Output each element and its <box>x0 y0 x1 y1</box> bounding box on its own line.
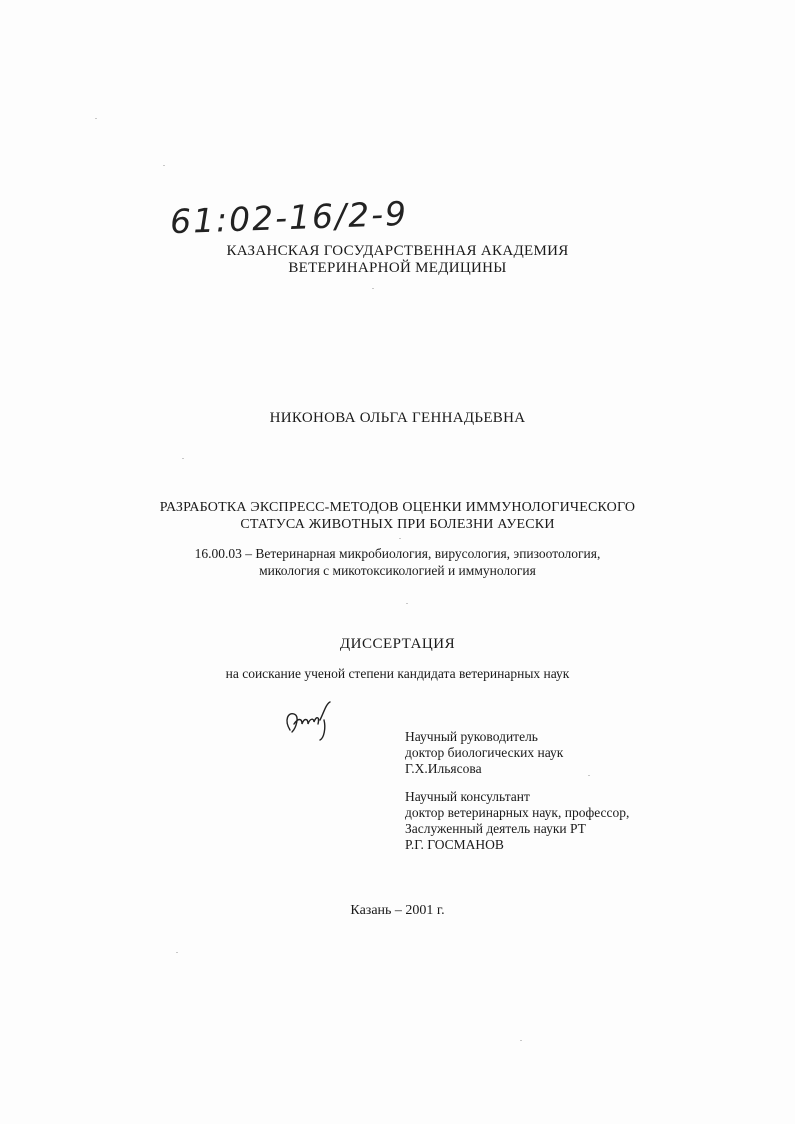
scan-speck <box>520 1040 522 1041</box>
scan-speck <box>372 288 374 289</box>
specialty-line-2: микология с микотоксикологией и иммунология <box>259 563 536 578</box>
supervisor-role: Научный руководитель <box>405 729 538 744</box>
document-type: ДИССЕРТАЦИЯ <box>339 636 456 652</box>
handwritten-signature <box>280 690 350 745</box>
institution-line-2: ВЕТЕРИНАРНОЙ МЕДИЦИНЫ <box>288 260 507 276</box>
specialty-line-1: 16.00.03 – Ветеринарная микробиология, вирусология, эпизоотология, <box>194 546 601 561</box>
consultant-block <box>405 789 629 853</box>
author-name: НИКОНОВА ОЛЬГА ГЕННАДЬЕВНА <box>269 410 526 426</box>
supervisor-block <box>405 729 563 777</box>
title-line-1: РАЗРАБОТКА ЭКСПРЕСС-МЕТОДОВ ОЦЕНКИ ИММУНОЛОГИЧЕСКОГО <box>159 500 636 515</box>
scan-speck <box>163 165 165 166</box>
consultant-name: Р.Г. ГОСМАНОВ <box>405 837 504 852</box>
scan-speck <box>95 118 97 119</box>
supervisor-rank: доктор биологических наук <box>405 745 564 760</box>
consultant-rank: доктор ветеринарных наук, профессор, <box>405 805 630 820</box>
consultant-honor: Заслуженный деятель науки РТ <box>405 821 586 836</box>
institution-line-1: КАЗАНСКАЯ ГОСУДАРСТВЕННАЯ АКАДЕМИЯ <box>226 243 569 259</box>
consultant-role: Научный консультант <box>405 789 530 804</box>
handwritten-catalog-number: 61:02-16/2-9 <box>169 193 409 242</box>
scan-speck <box>182 458 184 459</box>
scan-speck <box>399 538 401 539</box>
scan-speck <box>588 775 590 776</box>
degree-line: на соискание ученой степени кандидата ветеринарных наук <box>225 666 570 681</box>
supervisor-name: Г.Х.Ильясова <box>405 761 482 776</box>
scan-speck <box>176 952 178 953</box>
place-and-year: Казань – 2001 г. <box>350 903 445 918</box>
title-line-2: СТАТУСА ЖИВОТНЫХ ПРИ БОЛЕЗНИ АУЕСКИ <box>240 517 555 532</box>
scan-speck <box>406 603 408 604</box>
